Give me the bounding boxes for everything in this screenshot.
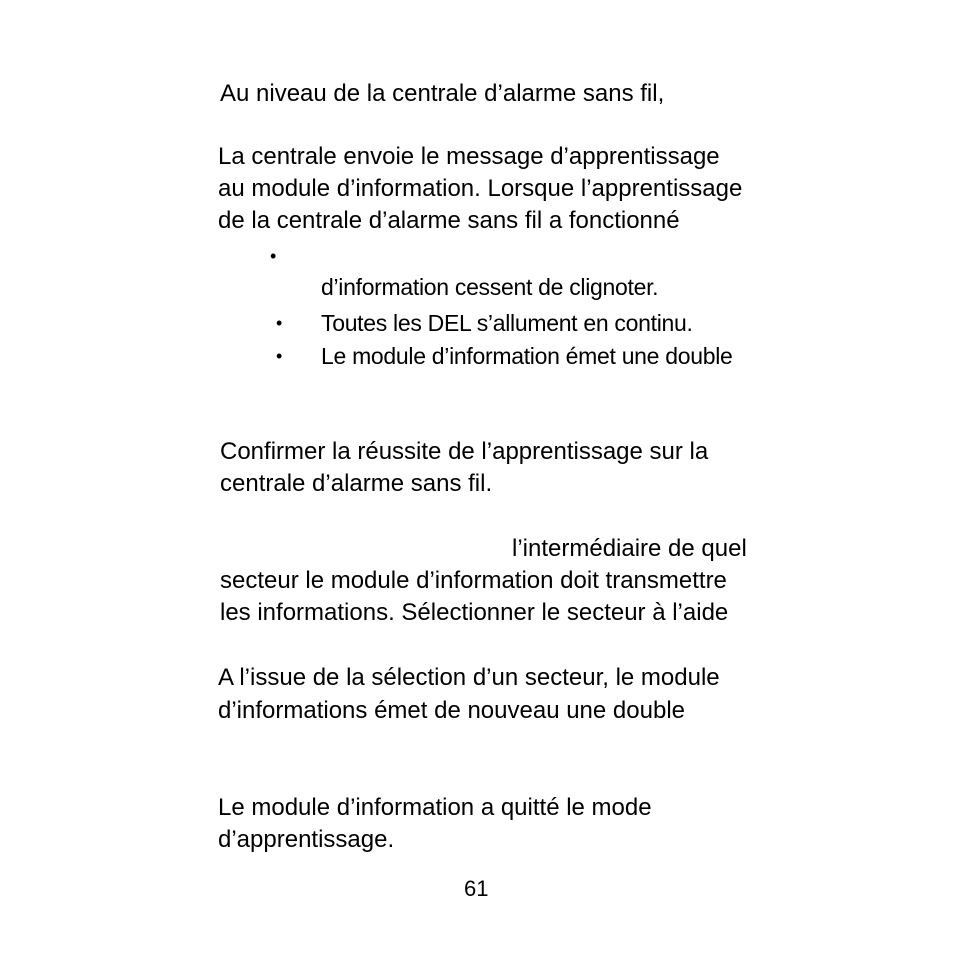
bullet-item-3-text: Le module d’information émet une double	[321, 343, 733, 369]
paragraph-intro-line: Au niveau de la centrale d’alarme sans fil,	[220, 80, 665, 107]
paragraph-selection-line-2: d’informations émet de nouveau une double	[218, 697, 685, 724]
bullet-marker-2: •	[276, 313, 283, 333]
bullet-item-1-text: d’information cessent de clignoter.	[321, 274, 659, 300]
bullet-item-2-text: Toutes les DEL s’allument en continu.	[321, 310, 693, 336]
paragraph-confirm-line-2: centrale d’alarme sans fil.	[220, 470, 493, 497]
paragraph-selection-line-1: A l’issue de la sélection d’un secteur, le module	[218, 664, 720, 691]
bullet-marker-1: •	[270, 246, 277, 266]
page-number: 61	[464, 876, 489, 901]
paragraph-confirm-line-1: Confirmer la réussite de l’apprentissage sur la	[220, 438, 709, 465]
paragraph-sector-line-3: les informations. Sélectionner le secteur à l’aide	[220, 599, 729, 626]
paragraph-sector-line-1: l’intermédiaire de quel	[512, 535, 747, 562]
paragraph-learning-line-3: de la centrale d’alarme sans fil a fonctionné	[218, 207, 680, 234]
paragraph-learning-line-1: La centrale envoie le message d’apprentissage	[218, 143, 720, 170]
paragraph-sector-line-2: secteur le module d’information doit transmettre	[220, 567, 727, 594]
paragraph-learning-line-2: au module d’information. Lorsque l’apprentissage	[218, 175, 743, 202]
bullet-marker-3: •	[276, 346, 283, 366]
paragraph-exit-line-2: d’apprentissage.	[218, 826, 395, 853]
paragraph-exit-line-1: Le module d’information a quitté le mode	[218, 794, 652, 821]
